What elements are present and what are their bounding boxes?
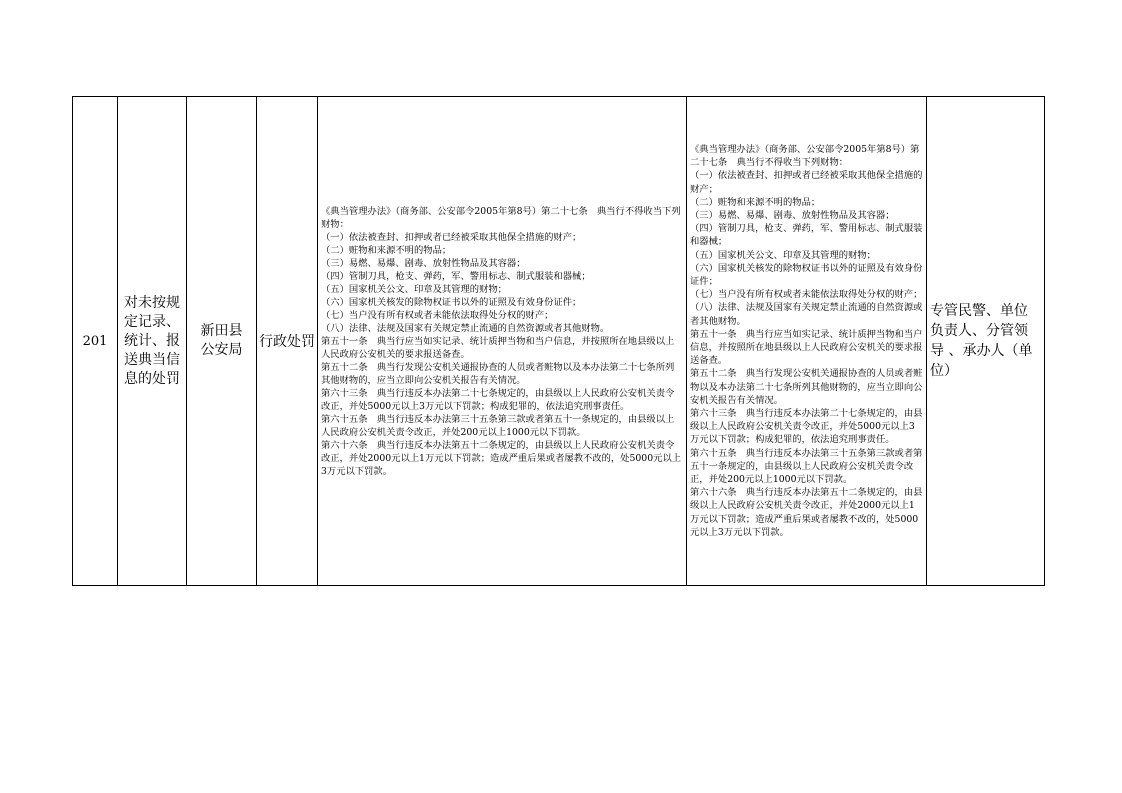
category: 行政处罚 <box>257 97 318 586</box>
accountability-basis-cell <box>687 97 927 586</box>
responsible-party: 专管民警、单位负责人、分管领导 、承办人（单位） <box>927 97 1045 586</box>
responsibility-table <box>72 96 1045 586</box>
legal-basis-text: 《典当管理办法》（商务部、公安部令2005年第8号）第二十七条 典当行不得收当下列财物： （一）依法被查封、扣押或者已经被采取其他保全措施的财产； （二）赃物和来源不明的物品； （三）易燃、易爆、剧毒、放射性物品及其容器； （四）管制刀具，枪支、弹药，军、警用标志、制式服装和器械； （五）国家机关公文、印章及其管理的财物； （六）国家机关核发的除物权证书以外的证照及有效身份证件； （七）当户没有所有权或者未能依法取得处分权的财产； （八）法律、法规及国家有关规定禁止流通的自然资源或者其他财物。 第五十一条 典当行应当如实记录、统计质押当物和当户信息，并按照所在地县级以上人民政府公安机关的要求报送备查。 第五十二条 典当行发现公安机关通报协查的人员或者赃物以及本办法第二十七条所列其他财物的，应当立即向公安机关报告有关情况。 第六十三条 典当行违反本办法第二十七条规定的，由县级以上人民政府公安机关责令改正，并处5000元以上3万元以下罚款；构成犯罪的，依法追究刑事责任。 第六十五条 典当行违反本办法第三十五条第三款或者第五十一条规定的，由县级以上人民政府公安机关责令改正，并处200元以上1000元以下罚款。 第六十六条 典当行违反本办法第五十二条规定的，由县级以上人民政府公安机关责令改正，并处2000元以上1万元以下罚款；造成严重后果或者屡教不改的，处5000元以上3万元以下罚款。 <box>321 205 682 477</box>
legal-basis-cell <box>318 97 687 586</box>
table-row <box>73 97 1045 586</box>
item-name: 对未按规定记录、统计、报送典当信息的处罚 <box>118 97 187 586</box>
department: 新田县公安局 <box>187 97 257 586</box>
accountability-basis-text: 《典当管理办法》（商务部、公安部令2005年第8号）第二十七条 典当行不得收当下列财物： （一）依法被查封、扣押或者已经被采取其他保全措施的财产； （二）赃物和来源不明的物品； （三）易燃、易爆、剧毒、放射性物品及其容器； （四）管制刀具，枪支、弹药，军、警用标志、制式服装和器械； （五）国家机关公文、印章及其管理的财物； （六）国家机关核发的除物权证书以外的证照及有效身份证件； （七）当户没有所有权或者未能依法取得处分权的财产； （八）法律、法规及国家有关规定禁止流通的自然资源或者其他财物。 第五十一条 典当行应当如实记录、统计质押当物和当户信息，并按照所在地县级以上人民政府公安机关的要求报送备查。 第五十二条 典当行发现公安机关通报协查的人员或者赃物以及本办法第二十七条所列其他财物的，应当立即向公安机关报告有关情况。 第六十三条 典当行违反本办法第二十七条规定的，由县级以上人民政府公安机关责令改正，并处5000元以上3万元以下罚款；构成犯罪的，依法追究刑事责任。 第六十五条 典当行违反本办法第三十五条第三款或者第五十一条规定的，由县级以上人民政府公安机关责令改正，并处200元以上1000元以下罚款。 第六十六条 典当行违反本办法第五十二条规定的，由县级以上人民政府公安机关责令改正，并处2000元以上1万元以下罚款；造成严重后果或者屡教不改的，处5000元以上3万元以下罚款。 <box>690 143 923 538</box>
row-index: 201 <box>73 97 118 586</box>
